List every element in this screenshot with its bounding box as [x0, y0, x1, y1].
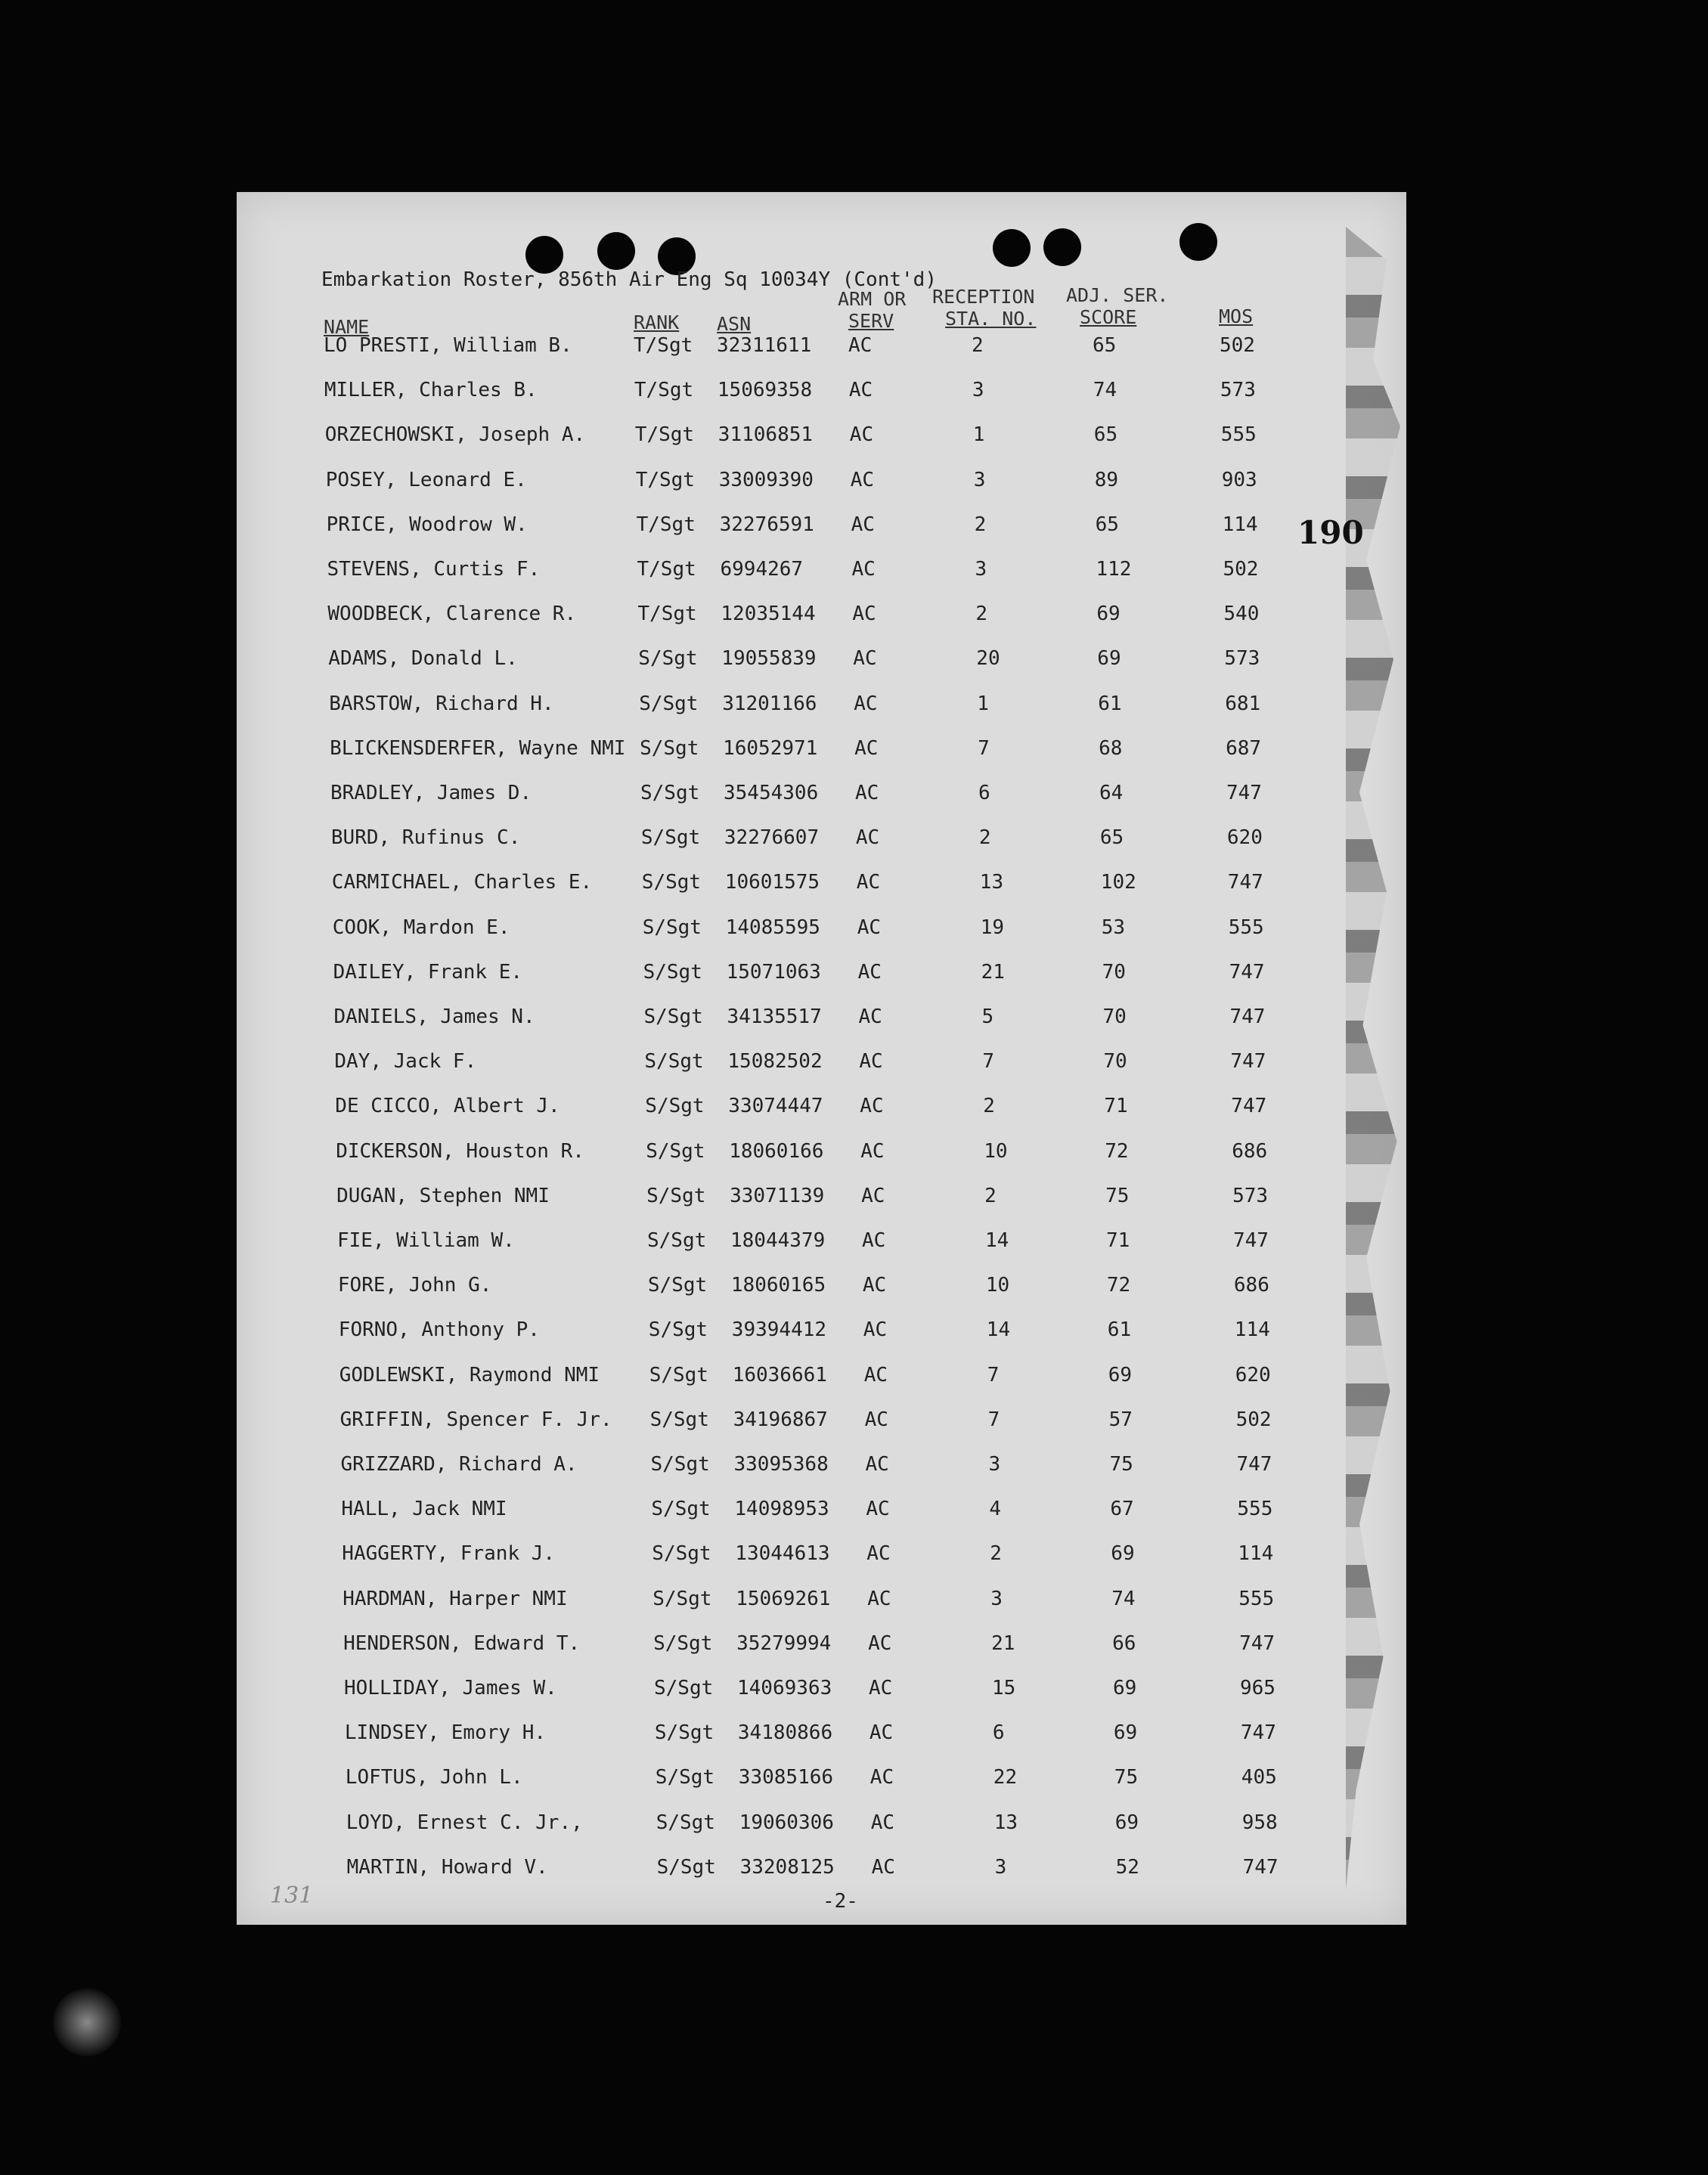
table-row: [8, 871, 1708, 901]
cell-score: 69: [1113, 1721, 1138, 1745]
cell-rank: S/Sgt: [640, 782, 700, 804]
cell-asn: 16052971: [723, 736, 818, 760]
table-row: [18, 1542, 1708, 1572]
stamp-number: 190: [1297, 514, 1364, 551]
page-number: -2-: [823, 1890, 858, 1913]
table-row: [14, 1274, 1708, 1304]
cell-arm: AC: [848, 379, 873, 402]
table-row: [16, 1364, 1708, 1394]
table-row: [17, 1453, 1708, 1483]
cell-mos: 747: [1239, 1631, 1276, 1655]
header-arm-top: ARM OR: [838, 288, 907, 310]
cell-mos: 747: [1227, 871, 1263, 894]
cell-asn: 33071139: [730, 1184, 825, 1207]
cell-score: 70: [1103, 1050, 1127, 1074]
table-row: [0, 334, 1708, 364]
cell-asn: 14085595: [725, 916, 820, 939]
cell-sta: 7: [987, 1408, 1000, 1431]
cell-name: POSEY, Leonard E.: [325, 468, 527, 491]
header-arm-bottom: SERV: [848, 310, 894, 332]
cell-score: 112: [1096, 558, 1132, 581]
cell-sta: 2: [972, 334, 984, 357]
cell-asn: 35279994: [736, 1631, 832, 1655]
cell-asn: 32276607: [724, 826, 820, 850]
cell-arm: AC: [864, 1408, 888, 1431]
cell-arm: AC: [850, 468, 874, 491]
cell-name: BLICKENSDERFER, Wayne NMI: [330, 736, 626, 760]
cell-arm: AC: [860, 1139, 885, 1163]
cell-rank: S/Sgt: [643, 1005, 703, 1028]
cell-arm: AC: [848, 334, 873, 357]
cell-score: 66: [1112, 1631, 1136, 1655]
table-row: [10, 961, 1708, 991]
cell-rank: S/Sgt: [656, 1855, 716, 1879]
table-row: [20, 1677, 1708, 1707]
cell-asn: 33208125: [739, 1855, 835, 1879]
cell-mos: 681: [1225, 692, 1261, 715]
cell-score: 89: [1094, 468, 1118, 491]
cell-rank: S/Sgt: [650, 1453, 710, 1476]
table-row: [21, 1721, 1708, 1752]
cell-rank: S/Sgt: [638, 647, 698, 671]
cell-mos: 555: [1220, 423, 1257, 447]
cell-rank: S/Sgt: [641, 871, 702, 894]
cell-mos: 747: [1230, 1050, 1266, 1074]
table-row: [8, 826, 1708, 857]
cell-asn: 33095368: [733, 1453, 829, 1476]
table-row: [2, 423, 1708, 454]
cell-arm: AC: [853, 647, 877, 671]
cell-sta: 20: [976, 647, 1000, 671]
cell-score: 65: [1095, 513, 1119, 536]
cell-sta: 10: [985, 1274, 1010, 1297]
cell-score: 68: [1099, 736, 1123, 760]
table-row: [23, 1811, 1708, 1842]
cell-sta: 3: [990, 1587, 1003, 1610]
cell-sta: 22: [993, 1766, 1018, 1789]
cell-mos: 114: [1222, 513, 1258, 536]
cell-score: 53: [1101, 916, 1125, 939]
cell-name: PRICE, Woodrow W.: [326, 513, 528, 536]
cell-name: HAGGERTY, Frank J.: [342, 1542, 556, 1566]
punch-hole: [1043, 228, 1081, 266]
table-row: [11, 1095, 1708, 1125]
cell-asn: 18044379: [730, 1229, 826, 1252]
cell-name: LINDSEY, Emory H.: [344, 1721, 546, 1745]
cell-arm: AC: [849, 423, 874, 447]
cell-mos: 620: [1235, 1363, 1271, 1386]
cell-sta: 14: [985, 1229, 1009, 1252]
cell-asn: 32276591: [719, 513, 814, 536]
cell-score: 69: [1097, 647, 1121, 671]
cell-score: 57: [1108, 1408, 1133, 1431]
cell-name: GRIZZARD, Richard A.: [340, 1453, 578, 1476]
table-row: [4, 558, 1708, 588]
cell-mos: 958: [1241, 1811, 1278, 1834]
cell-sta: 1: [972, 423, 985, 447]
cell-mos: 502: [1235, 1408, 1272, 1431]
cell-name: LOFTUS, John L.: [345, 1766, 523, 1789]
cell-name: ADAMS, Donald L.: [328, 647, 518, 671]
cell-asn: 15069261: [736, 1587, 831, 1610]
cell-rank: T/Sgt: [637, 558, 696, 581]
cell-mos: 555: [1237, 1498, 1273, 1521]
cell-arm: AC: [866, 1498, 890, 1521]
cell-arm: AC: [869, 1721, 894, 1745]
cell-mos: 747: [1233, 1229, 1269, 1252]
cell-rank: S/Sgt: [646, 1139, 705, 1163]
table-row: [9, 916, 1708, 947]
cell-asn: 32311611: [717, 334, 812, 357]
cell-rank: S/Sgt: [653, 1587, 712, 1610]
cell-name: COOK, Mardon E.: [332, 916, 510, 939]
cell-mos: 502: [1220, 334, 1255, 357]
cell-name: LOYD, Ernest C. Jr.,: [346, 1811, 583, 1834]
cell-arm: AC: [856, 871, 881, 894]
cell-mos: 747: [1229, 960, 1265, 984]
cell-arm: AC: [851, 513, 875, 536]
cell-arm: AC: [854, 692, 878, 715]
header-asn: ASN: [717, 313, 752, 335]
cell-score: 75: [1109, 1453, 1133, 1476]
cell-asn: 31106851: [718, 423, 814, 447]
cell-sta: 21: [981, 960, 1005, 984]
cell-score: 69: [1096, 603, 1121, 626]
cell-mos: 573: [1220, 379, 1256, 402]
cell-score: 75: [1105, 1184, 1130, 1207]
cell-arm: AC: [866, 1542, 891, 1566]
cell-asn: 18060166: [729, 1139, 824, 1163]
cell-asn: 33074447: [728, 1095, 823, 1118]
cell-name: STEVENS, Curtis F.: [327, 558, 541, 581]
cell-asn: 33085166: [738, 1766, 834, 1789]
cell-asn: 31201166: [722, 692, 817, 715]
cell-sta: 7: [982, 1050, 995, 1074]
cell-sta: 6: [992, 1721, 1005, 1745]
cell-sta: 13: [993, 1811, 1018, 1834]
cell-name: DE CICCO, Albert J.: [335, 1095, 560, 1118]
header-sta-bottom: STA. NO.: [945, 308, 1037, 330]
cell-mos: 620: [1226, 826, 1263, 850]
cell-rank: S/Sgt: [653, 1631, 713, 1655]
cell-rank: T/Sgt: [634, 334, 693, 357]
cell-rank: S/Sgt: [644, 1050, 704, 1074]
cell-sta: 15: [992, 1677, 1016, 1699]
cell-rank: S/Sgt: [655, 1766, 715, 1789]
document-title: Embarkation Roster, 856th Air Eng Sq 10034Y (Cont'd): [321, 268, 937, 291]
cell-sta: 5: [981, 1005, 994, 1028]
cell-rank: S/Sgt: [645, 1095, 705, 1118]
cell-sta: 21: [991, 1631, 1015, 1655]
table-row: [17, 1408, 1708, 1439]
cell-arm: AC: [869, 1677, 893, 1699]
cell-name: DAY, Jack F.: [334, 1050, 477, 1074]
cell-sta: 3: [973, 468, 986, 491]
cell-score: 70: [1102, 1005, 1127, 1028]
table-row: [20, 1632, 1708, 1662]
table-row: [22, 1766, 1708, 1796]
cell-sta: 3: [972, 379, 984, 402]
cell-asn: 14069363: [737, 1677, 832, 1699]
cell-rank: S/Sgt: [651, 1498, 711, 1521]
cell-score: 72: [1106, 1274, 1131, 1297]
cell-asn: 12035144: [721, 603, 816, 626]
cell-arm: AC: [870, 1811, 894, 1834]
cell-asn: 16036661: [732, 1363, 827, 1386]
cell-name: FIE, William W.: [337, 1229, 515, 1252]
cell-name: HALL, Jack NMI: [341, 1498, 507, 1521]
cell-sta: 3: [988, 1453, 1001, 1476]
cell-rank: S/Sgt: [647, 1274, 708, 1297]
cell-name: DANIELS, James N.: [333, 1005, 535, 1028]
cell-mos: 747: [1231, 1095, 1267, 1118]
cell-asn: 19060306: [739, 1811, 834, 1834]
cell-rank: S/Sgt: [654, 1677, 714, 1699]
table-row: [17, 1498, 1708, 1528]
cell-mos: 747: [1236, 1453, 1272, 1476]
cell-mos: 405: [1241, 1766, 1277, 1789]
cell-name: GODLEWSKI, Raymond NMI: [339, 1363, 600, 1386]
cell-asn: 18060165: [730, 1274, 826, 1297]
cell-asn: 10601575: [724, 871, 820, 894]
cell-arm: AC: [852, 603, 876, 626]
cell-rank: S/Sgt: [649, 1408, 709, 1431]
cell-mos: 114: [1238, 1542, 1274, 1566]
cell-sta: 3: [975, 558, 987, 581]
cell-asn: 15069358: [717, 379, 813, 402]
cell-score: 69: [1108, 1363, 1132, 1386]
table-row: [19, 1588, 1708, 1618]
table-row: [11, 1050, 1708, 1080]
table-row: [1, 379, 1708, 409]
cell-mos: 965: [1240, 1677, 1276, 1699]
cell-rank: T/Sgt: [634, 423, 695, 447]
cell-sta: 7: [978, 736, 990, 760]
cell-asn: 34135517: [727, 1005, 822, 1028]
cell-score: 74: [1093, 379, 1117, 402]
cell-score: 61: [1098, 692, 1122, 715]
table-row: [6, 737, 1708, 767]
cell-sta: 2: [990, 1542, 1002, 1566]
cell-name: BURD, Rufinus C.: [330, 826, 521, 850]
cell-rank: S/Sgt: [646, 1184, 706, 1207]
cell-asn: 33009390: [718, 468, 814, 491]
cell-name: BARSTOW, Richard H.: [329, 692, 554, 715]
cell-mos: 573: [1232, 1184, 1269, 1207]
cell-mos: 573: [1224, 647, 1260, 671]
cell-mos: 747: [1226, 782, 1262, 804]
cell-mos: 687: [1226, 736, 1262, 760]
table-row: [4, 603, 1708, 633]
cell-rank: S/Sgt: [652, 1542, 711, 1566]
header-sta-top: RECEPTION: [932, 286, 1035, 308]
cell-arm: AC: [860, 1095, 884, 1118]
cell-arm: AC: [867, 1587, 891, 1610]
cell-score: 71: [1106, 1229, 1130, 1252]
cell-asn: 34180866: [737, 1721, 833, 1745]
cell-score: 61: [1107, 1318, 1132, 1342]
cell-score: 65: [1093, 423, 1118, 447]
punch-hole: [597, 232, 635, 270]
table-row: [7, 782, 1708, 812]
table-row: [11, 1005, 1708, 1036]
cell-arm: AC: [857, 916, 881, 939]
cell-name: LO PRESTI, William B.: [324, 334, 572, 357]
cell-name: CARMICHAEL, Charles E.: [331, 871, 593, 894]
cell-sta: 2: [978, 826, 991, 850]
header-score-bottom: SCORE: [1080, 306, 1137, 328]
cell-rank: S/Sgt: [639, 692, 699, 715]
cell-sta: 6: [978, 782, 990, 804]
cell-score: 74: [1111, 1587, 1136, 1610]
cell-sta: 7: [987, 1363, 1000, 1386]
cell-mos: 114: [1234, 1318, 1270, 1342]
cell-rank: S/Sgt: [656, 1811, 715, 1834]
header-rank: RANK: [634, 311, 680, 333]
cell-asn: 6994267: [720, 558, 804, 581]
cell-sta: 2: [984, 1184, 997, 1207]
cell-name: DAILEY, Frank E.: [333, 960, 523, 984]
cell-sta: 19: [980, 916, 1004, 939]
punch-hole: [1179, 223, 1217, 261]
cell-name: GRIFFIN, Spencer F. Jr.: [339, 1408, 612, 1431]
cell-name: DICKERSON, Houston R.: [336, 1139, 584, 1163]
cell-sta: 3: [994, 1855, 1007, 1879]
cell-score: 69: [1111, 1542, 1135, 1566]
cell-name: HOLLIDAY, James W.: [344, 1677, 557, 1699]
cell-arm: AC: [851, 558, 876, 581]
cell-mos: 686: [1233, 1274, 1269, 1297]
header-mos: MOS: [1219, 305, 1254, 327]
table-row: [5, 647, 1708, 677]
cell-mos: 747: [1240, 1721, 1276, 1745]
cell-arm: AC: [858, 1005, 882, 1028]
cell-mos: 555: [1228, 916, 1264, 939]
cell-arm: AC: [859, 1050, 883, 1074]
cell-score: 67: [1110, 1498, 1134, 1521]
cell-arm: AC: [857, 960, 882, 984]
cell-arm: AC: [855, 782, 879, 804]
cell-name: WOODBECK, Clarence R.: [327, 603, 577, 626]
cell-arm: AC: [871, 1855, 895, 1879]
table-row: [13, 1185, 1708, 1215]
cell-score: 69: [1113, 1677, 1137, 1699]
cell-rank: S/Sgt: [640, 736, 699, 760]
cell-mos: 903: [1221, 468, 1257, 491]
header-name: NAME: [324, 316, 370, 338]
cell-sta: 2: [974, 513, 987, 536]
header-score-top: ADJ. SER.: [1066, 284, 1169, 306]
cell-rank: S/Sgt: [649, 1363, 708, 1386]
cell-mos: 747: [1242, 1855, 1279, 1879]
cell-rank: S/Sgt: [643, 960, 702, 984]
cell-arm: AC: [869, 1766, 894, 1789]
cell-score: 102: [1100, 871, 1136, 894]
cell-arm: AC: [854, 736, 879, 760]
cell-score: 71: [1104, 1095, 1128, 1118]
table-row: [15, 1318, 1708, 1349]
cell-arm: AC: [865, 1453, 889, 1476]
cell-name: DUGAN, Stephen NMI: [336, 1184, 550, 1207]
cell-sta: 4: [989, 1498, 1002, 1521]
cell-arm: AC: [855, 826, 880, 850]
table-row: [12, 1140, 1708, 1170]
cell-rank: S/Sgt: [654, 1721, 715, 1745]
cell-sta: 13: [979, 871, 1004, 894]
cell-mos: 502: [1223, 558, 1259, 581]
table-row: [2, 469, 1708, 499]
cell-mos: 747: [1229, 1005, 1266, 1028]
cell-name: FORNO, Anthony P.: [338, 1318, 540, 1342]
cell-arm: AC: [863, 1318, 888, 1342]
cell-name: FORE, John G.: [337, 1274, 492, 1297]
cell-mos: 555: [1238, 1587, 1275, 1610]
table-row: [3, 513, 1708, 544]
pencil-note: 131: [270, 1882, 314, 1909]
cell-score: 75: [1114, 1766, 1139, 1789]
cell-score: 64: [1099, 782, 1124, 804]
cell-arm: AC: [862, 1229, 886, 1252]
cell-arm: AC: [862, 1274, 887, 1297]
cell-score: 69: [1114, 1811, 1139, 1834]
cell-asn: 14098953: [734, 1498, 829, 1521]
cell-name: ORZECHOWSKI, Joseph A.: [324, 423, 586, 447]
cell-name: BRADLEY, James D.: [330, 782, 532, 804]
cell-score: 65: [1093, 334, 1117, 357]
table-row: [23, 1856, 1708, 1886]
cell-rank: S/Sgt: [642, 916, 702, 939]
cell-arm: AC: [868, 1631, 892, 1655]
cell-asn: 19055839: [721, 647, 817, 671]
light-spot: [53, 1988, 121, 2056]
cell-mos: 686: [1232, 1139, 1268, 1163]
table-row: [14, 1229, 1708, 1259]
cell-rank: T/Sgt: [637, 603, 697, 626]
table-row: [5, 692, 1708, 723]
cell-sta: 2: [983, 1095, 995, 1118]
cell-score: 70: [1102, 960, 1126, 984]
cell-rank: S/Sgt: [640, 826, 701, 850]
cell-sta: 1: [977, 692, 989, 715]
cell-name: MILLER, Charles B.: [324, 379, 538, 402]
cell-rank: T/Sgt: [636, 513, 696, 536]
cell-mos: 540: [1223, 603, 1260, 626]
cell-score: 52: [1115, 1855, 1139, 1879]
cell-asn: 15071063: [726, 960, 821, 984]
cell-score: 65: [1099, 826, 1124, 850]
cell-rank: S/Sgt: [647, 1229, 707, 1252]
cell-sta: 2: [975, 603, 988, 626]
cell-rank: S/Sgt: [648, 1318, 708, 1342]
cell-asn: 34196867: [733, 1408, 828, 1431]
cell-asn: 35454306: [724, 782, 819, 804]
cell-arm: AC: [861, 1184, 885, 1207]
cell-asn: 39394412: [731, 1318, 827, 1342]
cell-name: HENDERSON, Edward T.: [343, 1631, 581, 1655]
cell-asn: 15082502: [727, 1050, 823, 1074]
cell-sta: 14: [986, 1318, 1011, 1342]
cell-name: HARDMAN, Harper NMI: [343, 1587, 568, 1610]
cell-name: MARTIN, Howard V.: [346, 1855, 548, 1879]
cell-score: 72: [1105, 1139, 1129, 1163]
cell-asn: 13044613: [735, 1542, 830, 1566]
cell-rank: T/Sgt: [635, 468, 695, 491]
cell-sta: 10: [984, 1139, 1008, 1163]
cell-rank: T/Sgt: [634, 379, 694, 402]
cell-arm: AC: [863, 1363, 888, 1386]
punch-hole: [993, 229, 1031, 267]
